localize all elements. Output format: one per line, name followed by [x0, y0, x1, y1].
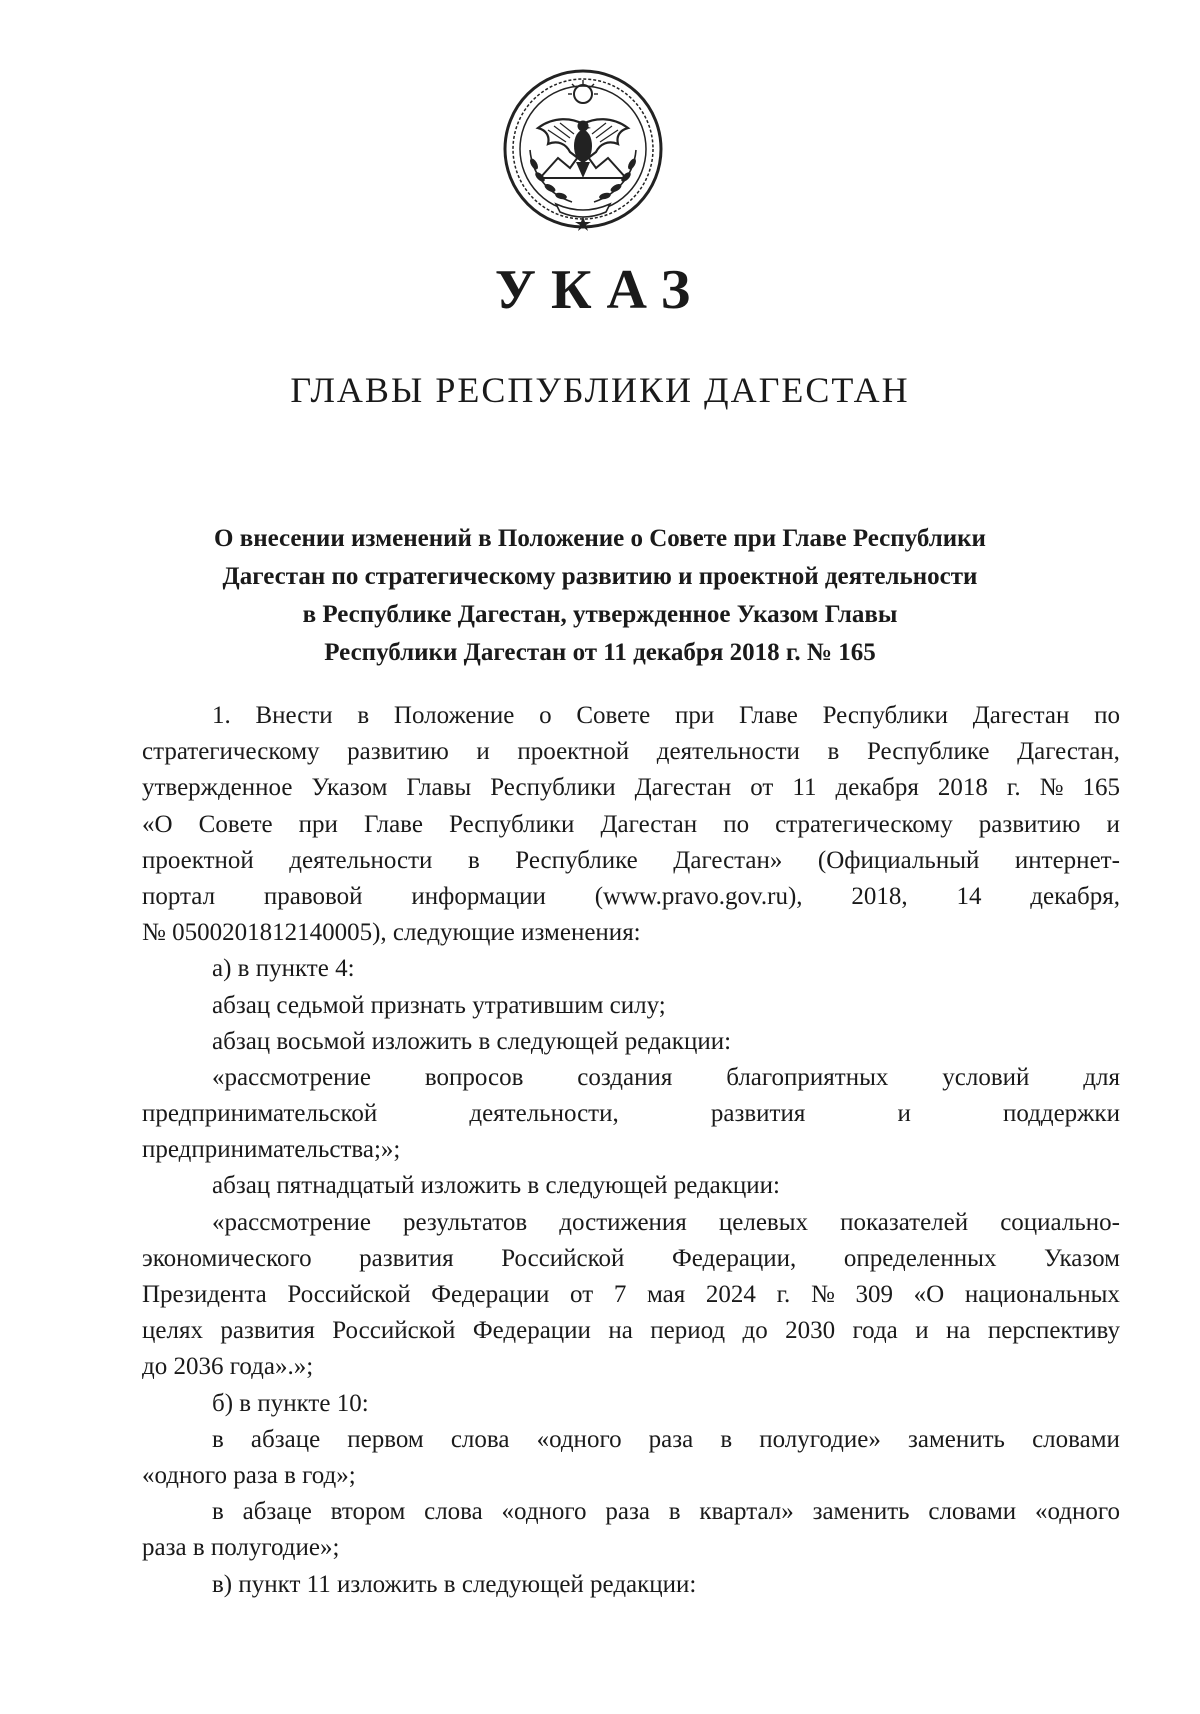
- body-word: раза: [648, 1425, 694, 1453]
- body-line: [142, 1205, 1120, 1241]
- decree-title: УКАЗ: [494, 259, 706, 321]
- body-word: Главы: [406, 774, 472, 802]
- body-word: от: [750, 774, 774, 802]
- body-word: 14: [956, 882, 982, 910]
- body-word: деятельности,: [469, 1100, 619, 1128]
- body-word: стратегическому: [142, 738, 320, 766]
- body-word: до: [742, 1317, 768, 1345]
- body-line: абзац седьмой признать утратившим силу;: [212, 991, 666, 1019]
- body-word: г.: [776, 1281, 791, 1308]
- body-word: целевых: [718, 1208, 809, 1236]
- body-line: [142, 1313, 1120, 1349]
- subject-line: О внесении изменений в Положение о Совете при Главе Республики: [214, 525, 986, 552]
- body-word: достижения: [559, 1208, 687, 1236]
- body-line: [142, 1277, 1120, 1313]
- decree-subject: [120, 520, 1080, 672]
- body-word: в: [827, 738, 840, 766]
- body-word: декабря: [835, 774, 919, 802]
- body-word: Республики: [822, 702, 949, 729]
- body-word: Республики: [449, 810, 575, 838]
- body-word: интернет-: [1014, 846, 1120, 874]
- body-word: развития: [710, 1100, 806, 1128]
- body-line: [142, 770, 1120, 806]
- body-word: Республике: [866, 738, 990, 766]
- body-word: слова: [450, 1425, 510, 1453]
- subject-line: Дагестан по стратегическому развитию и проектной деятельности: [222, 563, 978, 590]
- body-word: декабря,: [1030, 882, 1120, 910]
- body-word: Президента: [142, 1281, 267, 1308]
- body-word: Республики: [490, 774, 616, 802]
- body-word: по: [723, 810, 750, 838]
- body-word: №: [1039, 774, 1064, 802]
- body-word: вопросов: [424, 1063, 524, 1091]
- body-word: при: [298, 810, 338, 838]
- body-word: (Официальный: [817, 846, 980, 874]
- body-word: целях: [142, 1317, 203, 1345]
- dagestan-coat-of-arms-icon: [500, 66, 666, 232]
- body-word: «рассмотрение: [212, 1208, 371, 1236]
- body-word: втором: [330, 1498, 406, 1526]
- body-word: Российской: [501, 1244, 625, 1272]
- body-word: 309: [855, 1281, 893, 1308]
- body-word: на: [608, 1317, 633, 1345]
- body-word: определенных: [843, 1244, 997, 1272]
- body-word: квартал»: [699, 1498, 794, 1526]
- body-word: мая: [647, 1281, 686, 1308]
- body-line: [142, 1494, 1120, 1530]
- body-word: полугодие»: [759, 1425, 881, 1453]
- body-word: для: [1083, 1063, 1120, 1091]
- body-word: в: [357, 702, 370, 729]
- body-word: Указом: [1044, 1244, 1120, 1272]
- body-word: Республике: [515, 846, 638, 874]
- body-word: Дагестан: [600, 810, 698, 838]
- body-word: по: [1094, 702, 1120, 729]
- body-word: года: [852, 1317, 898, 1345]
- body-word: на: [945, 1317, 971, 1345]
- body-word: развитию: [347, 738, 449, 766]
- body-word: 1.: [212, 702, 231, 729]
- body-line: [142, 734, 1120, 770]
- body-word: поддержки: [1002, 1100, 1120, 1128]
- body-line: [142, 807, 1120, 843]
- body-word: и: [915, 1317, 929, 1345]
- body-word: в: [668, 1498, 681, 1526]
- body-word: условий: [942, 1063, 1030, 1091]
- body-line: № 0500201812140005), следующие изменения:: [142, 919, 641, 947]
- body-line: абзац восьмой изложить в следующей редакции:: [212, 1027, 732, 1055]
- body-word: период: [650, 1317, 726, 1345]
- body-word: «О: [913, 1281, 945, 1308]
- decree-issuer: ГЛАВЫ РЕСПУБЛИКИ ДАГЕСТАН: [290, 370, 910, 410]
- body-word: «рассмотрение: [212, 1063, 371, 1091]
- body-word: в: [467, 846, 480, 874]
- body-line: [142, 1241, 1120, 1277]
- body-word: словами: [1032, 1425, 1120, 1453]
- body-word: №: [810, 1281, 835, 1308]
- body-word: Федерации,: [671, 1244, 797, 1272]
- body-word: проектной: [142, 846, 254, 874]
- body-word: национальных: [964, 1281, 1120, 1308]
- body-word: результатов: [403, 1208, 528, 1236]
- body-word: первом: [347, 1425, 424, 1453]
- body-word: заменить: [907, 1425, 1005, 1453]
- subject-line: в Республике Дагестан, утвержденное Указом Главы: [302, 601, 898, 628]
- body-word: и: [476, 738, 490, 766]
- body-word: правовой: [263, 882, 363, 910]
- body-word: стратегическому: [775, 810, 953, 838]
- body-word: экономического: [142, 1244, 312, 1272]
- body-word: Внести: [255, 702, 333, 729]
- body-word: социально-: [1000, 1208, 1120, 1236]
- body-word: развития: [220, 1317, 315, 1345]
- body-line: раза в полугодие»;: [142, 1534, 340, 1562]
- body-word: абзаце: [250, 1425, 321, 1453]
- subject-line: Республики Дагестан от 11 декабря 2018 г. № 165: [324, 639, 876, 666]
- body-word: 2030: [785, 1317, 836, 1345]
- body-word: и: [1106, 810, 1120, 838]
- body-line: б) в пункте 10:: [212, 1389, 369, 1417]
- body-word: показателей: [840, 1208, 969, 1236]
- body-word: Дагестан,: [1017, 738, 1120, 766]
- body-line: [142, 698, 1120, 734]
- body-word: «одного: [1034, 1498, 1120, 1526]
- body-word: «О: [142, 810, 173, 838]
- body-word: перспективу: [987, 1317, 1120, 1345]
- body-word: абзаце: [242, 1498, 312, 1526]
- body-line: [142, 1096, 1120, 1132]
- body-word: Совете: [198, 810, 273, 838]
- body-word: деятельности: [656, 738, 800, 766]
- body-line: абзац пятнадцатый изложить в следующей редакции:: [212, 1172, 781, 1200]
- body-line: до 2036 года».»;: [142, 1353, 314, 1381]
- body-word: портал: [142, 882, 216, 910]
- body-word: Главе: [364, 810, 423, 838]
- body-word: 7: [613, 1281, 627, 1308]
- body-word: при: [675, 702, 715, 729]
- body-word: Дагестан: [972, 702, 1070, 729]
- body-word: 165: [1082, 774, 1120, 802]
- body-word: Российской: [287, 1281, 411, 1308]
- body-word: о: [539, 702, 552, 729]
- body-word: утвержденное: [142, 774, 293, 802]
- body-word: развитию: [978, 810, 1081, 838]
- body-word: 2024: [705, 1281, 756, 1308]
- body-line: а) в пункте 4:: [212, 955, 355, 983]
- body-word: «одного: [501, 1498, 587, 1526]
- body-word: заменить: [812, 1498, 910, 1526]
- body-word: развития: [359, 1244, 454, 1272]
- body-word: Дагестан: [634, 774, 732, 802]
- body-word: в: [212, 1498, 224, 1526]
- body-word: в: [720, 1425, 733, 1453]
- body-line: в) пункт 11 изложить в следующей редакции:: [212, 1570, 697, 1598]
- body-word: информации: [411, 882, 546, 910]
- body-line: «одного раза в год»;: [142, 1461, 356, 1489]
- body-line: [142, 879, 1120, 915]
- body-word: Дагестан»: [673, 846, 783, 874]
- body-word: 2018: [937, 774, 988, 802]
- body-word: и: [897, 1100, 911, 1128]
- body-word: слова: [424, 1498, 483, 1526]
- body-word: (www.pravo.gov.ru),: [594, 882, 803, 910]
- body-word: Федерации: [472, 1317, 591, 1345]
- body-word: раза: [605, 1498, 650, 1526]
- body-word: от: [570, 1281, 594, 1308]
- body-word: Федерации: [431, 1281, 550, 1308]
- body-word: деятельности: [289, 846, 433, 874]
- body-word: благоприятных: [726, 1063, 889, 1091]
- body-word: Совете: [576, 702, 651, 729]
- body-word: г.: [1006, 774, 1021, 802]
- body-word: Главе: [738, 702, 798, 729]
- body-line: предпринимательства;»;: [142, 1136, 401, 1164]
- body-line: [142, 1060, 1120, 1096]
- body-line: [142, 843, 1120, 879]
- body-word: «одного: [536, 1425, 622, 1453]
- body-line: [142, 1422, 1120, 1458]
- body-word: в: [212, 1425, 224, 1453]
- body-word: Указом: [311, 774, 388, 802]
- body-word: Российской: [332, 1317, 456, 1345]
- body-word: словами: [928, 1498, 1017, 1526]
- body-word: Положение: [393, 702, 515, 729]
- body-word: 11: [792, 774, 817, 802]
- body-word: 2018,: [851, 882, 908, 910]
- body-word: создания: [577, 1063, 673, 1091]
- body-word: предпринимательской: [142, 1100, 378, 1128]
- decree-body: [142, 698, 1120, 1603]
- body-word: проектной: [517, 738, 630, 766]
